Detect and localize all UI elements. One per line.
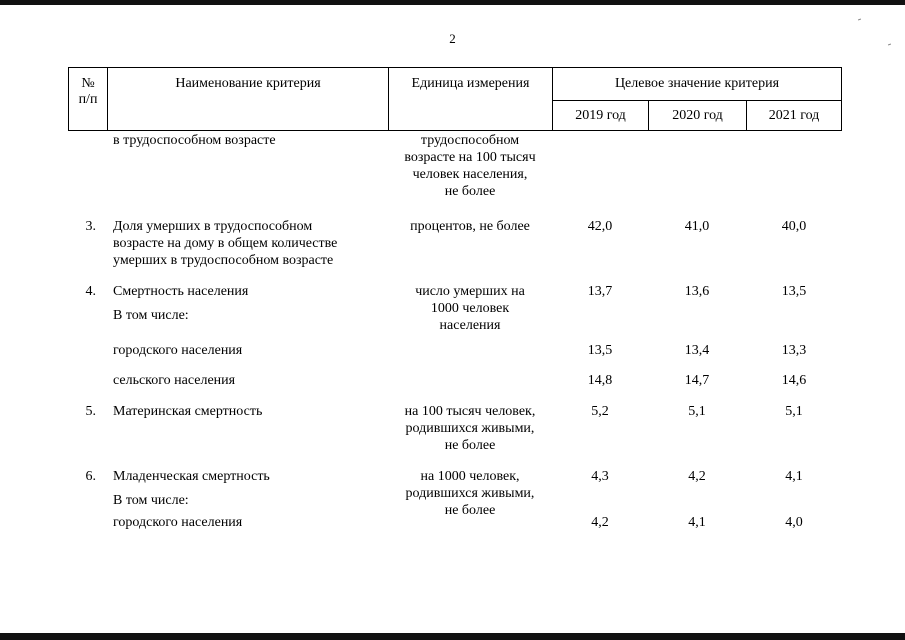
- row-criterion: Доля умерших в трудоспособном возрасте на дому в общем количестве умерших в трудоспособном возрасте: [113, 219, 338, 268]
- row-criterion-cell: [113, 283, 403, 323]
- row-value-2020: 4,1: [688, 515, 706, 530]
- row-value-2019: 5,2: [591, 404, 609, 419]
- row-criterion: городского населения: [113, 343, 243, 358]
- row-criterion-cell: [113, 468, 403, 508]
- row-value-2020: 13,4: [684, 343, 710, 358]
- row-value-2019: 4,3: [591, 469, 609, 484]
- row-number: 6.: [85, 469, 96, 484]
- row-number: 3.: [85, 219, 96, 234]
- scan-speck: [858, 19, 861, 21]
- row-criterion: в трудоспособном возрасте: [113, 133, 276, 148]
- row-value-2021: 13,3: [781, 343, 807, 358]
- row-criterion: Материнская смертность: [113, 404, 263, 419]
- row-value-2019: 42,0: [587, 219, 613, 234]
- row-value-2019: 13,5: [587, 343, 613, 358]
- header-bottom-border: [68, 130, 842, 131]
- scan-edge-bottom: [0, 633, 905, 640]
- row-number: 4.: [85, 284, 96, 299]
- row-subheading: В том числе:: [113, 308, 189, 323]
- row-value-2019: 14,8: [587, 373, 613, 388]
- header-num: № п/п: [78, 76, 98, 107]
- row-value-2021: 13,5: [781, 284, 807, 299]
- row-value-2020: 14,7: [684, 373, 710, 388]
- row-value-2021: 4,0: [785, 515, 803, 530]
- row-value-2020: 13,6: [684, 284, 710, 299]
- header-unit: Единица измерения: [411, 76, 530, 91]
- header-year-2021: 2021 год: [768, 108, 820, 123]
- row-subheading: В том числе:: [113, 493, 189, 508]
- row-value-2019: 4,2: [591, 515, 609, 530]
- row-criterion: сельского населения: [113, 373, 236, 388]
- row-unit: число умерших на 1000 человек населения: [415, 284, 525, 333]
- row-unit: трудоспособном возрасте на 100 тысяч человек населения, не более: [404, 133, 536, 199]
- header-target: Целевое значение критерия: [614, 76, 780, 91]
- row-number: 5.: [85, 404, 96, 419]
- header-criterion: Наименование критерия: [175, 76, 321, 91]
- row-value-2020: 4,2: [688, 469, 706, 484]
- header-top-border: [68, 67, 842, 68]
- row-unit: процентов, не более: [410, 219, 530, 234]
- header-year-2019: 2019 год: [575, 108, 626, 123]
- row-value-2019: 13,7: [587, 284, 613, 299]
- row-value-2021: 40,0: [781, 219, 807, 234]
- row-value-2021: 5,1: [785, 404, 803, 419]
- row-value-2020: 5,1: [688, 404, 706, 419]
- row-unit: на 100 тысяч человек, родившихся живыми, не более: [404, 404, 536, 453]
- row-value-2021: 4,1: [785, 469, 803, 484]
- page-number: 2: [449, 31, 456, 46]
- row-value-2021: 14,6: [781, 373, 807, 388]
- header-mid-border: [552, 100, 842, 101]
- row-criterion: городского населения: [113, 515, 243, 530]
- header-divider: [841, 67, 842, 131]
- scan-edge-top: [0, 0, 905, 5]
- row-unit: на 1000 человек, родившихся живыми, не более: [405, 469, 535, 518]
- row-criterion: Младенческая смертность: [113, 469, 270, 484]
- header-year-2020: 2020 год: [672, 108, 723, 123]
- row-value-2020: 41,0: [684, 219, 710, 234]
- row-criterion: Смертность населения: [113, 284, 249, 299]
